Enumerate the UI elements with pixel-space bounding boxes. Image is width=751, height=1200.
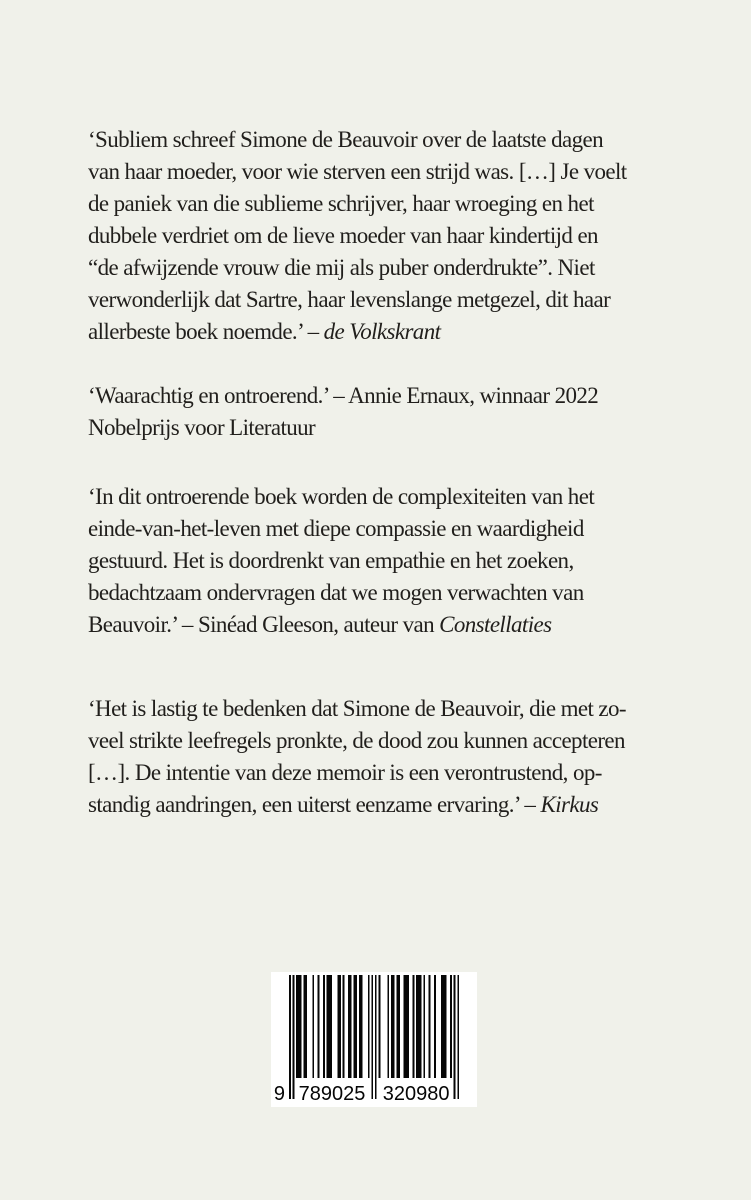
quote-line	[88, 188, 751, 220]
quote-text: ‘Subliem schreef Simone de Beauvoir over de laatste dagen	[88, 127, 604, 152]
quote-line	[88, 124, 751, 156]
svg-text:320980: 320980	[382, 1083, 450, 1105]
review-quote	[88, 481, 751, 641]
isbn-barcode	[271, 972, 477, 1107]
quote-line	[88, 725, 751, 757]
quote-text: veel strikte leefregels pronkte, de dood zou kunnen accepteren	[88, 728, 625, 753]
quote-text: bedachtzaam ondervragen dat we mogen verwachten van	[88, 580, 584, 605]
quote-line	[88, 316, 751, 348]
quote-text: […]. De intentie van deze memoir is een verontrustend, op-	[88, 760, 602, 785]
quote-source: Constellaties	[439, 612, 552, 637]
quote-line	[88, 577, 751, 609]
quote-text: de paniek van die sublieme schrijver, haar wroeging en het	[88, 191, 594, 216]
quote-text: standig aandringen, een uiterst eenzame ervaring.’ –	[88, 792, 541, 817]
quote-line	[88, 284, 751, 316]
quote-line	[88, 693, 751, 725]
review-quote	[88, 124, 751, 348]
quote-source: de Volkskrant	[323, 319, 441, 344]
svg-text:9: 9	[273, 1083, 285, 1105]
quote-text: dubbele verdriet om de lieve moeder van haar kindertijd en	[88, 223, 598, 248]
quote-text: Beauvoir.’ – Sinéad Gleeson, auteur van	[88, 612, 440, 637]
quote-text: ‘Waarachtig en ontroerend.’ – Annie Ernaux, winnaar 2022	[88, 383, 599, 408]
quote-line	[88, 412, 751, 444]
quote-line	[88, 513, 751, 545]
quote-line	[88, 757, 751, 789]
quote-source: Kirkus	[540, 792, 599, 817]
quote-text: ‘In dit ontroerende boek worden de complexiteiten van het	[88, 484, 595, 509]
svg-text:789025: 789025	[298, 1083, 366, 1105]
quote-line	[88, 252, 751, 284]
quote-line	[88, 545, 751, 577]
quote-text: einde-van-het-leven met diepe compassie en waardigheid	[88, 516, 584, 541]
quote-line	[88, 156, 751, 188]
quote-line	[88, 220, 751, 252]
quote-line	[88, 481, 751, 513]
quote-text: “de afwijzende vrouw die mij als puber onderdrukte”. Niet	[88, 255, 595, 280]
ean13-barcode-icon	[271, 972, 477, 1107]
review-quote	[88, 693, 751, 821]
quote-line	[88, 380, 751, 412]
quote-text: ‘Het is lastig te bedenken dat Simone de Beauvoir, die met zo-	[88, 696, 626, 721]
quote-line	[88, 609, 751, 641]
quote-text: van haar moeder, voor wie sterven een strijd was. […] Je voelt	[88, 159, 627, 184]
quote-text: Nobelprijs voor Literatuur	[88, 415, 316, 440]
quote-text: verwonderlijk dat Sartre, haar levenslange metgezel, dit haar	[88, 287, 611, 312]
quote-text: allerbeste boek noemde.’ –	[88, 319, 324, 344]
quote-line	[88, 789, 751, 821]
review-quote	[88, 380, 751, 444]
quote-text: gestuurd. Het is doordrenkt van empathie en het zoeken,	[88, 548, 574, 573]
